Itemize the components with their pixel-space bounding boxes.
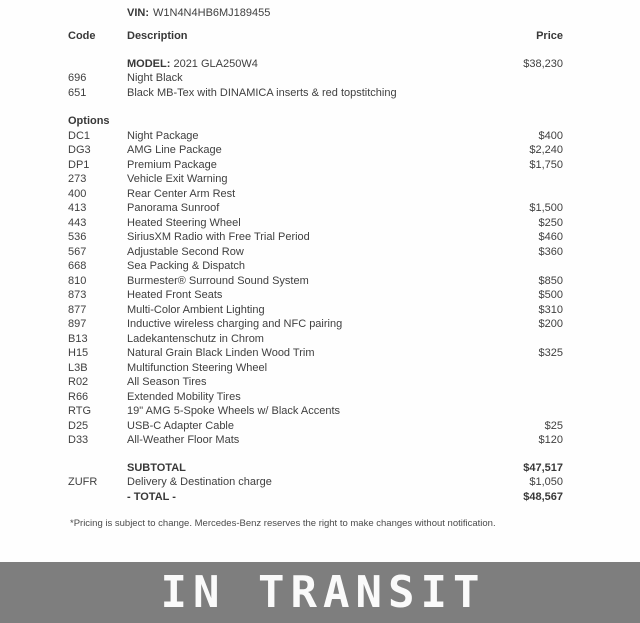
table-row — [0, 71, 640, 86]
row-price: $250 — [538, 216, 563, 229]
row-description: Extended Mobility Tires — [127, 390, 241, 403]
base-rows-section — [0, 71, 640, 100]
row-price: $200 — [538, 318, 563, 330]
model-row-description — [127, 57, 523, 72]
vin-value: W1N4N4HB6MJ189455 — [153, 7, 271, 19]
table-header-row — [0, 29, 640, 44]
in-transit-banner — [0, 562, 640, 623]
table-row — [0, 172, 640, 187]
summary-section — [0, 461, 640, 505]
table-row — [0, 129, 640, 144]
table-row — [0, 86, 640, 101]
row-description: Black MB-Tex with DINAMICA inserts & red topstitching — [127, 86, 397, 99]
table-row — [0, 201, 640, 216]
row-description: AMG Line Package — [127, 144, 222, 156]
row-code: 400 — [68, 187, 87, 200]
model-row-price: $38,230 — [523, 57, 563, 70]
header-price: Price — [536, 30, 563, 42]
table-row — [0, 259, 640, 274]
options-section — [0, 129, 640, 448]
row-code — [68, 461, 127, 476]
row-code: 668 — [68, 260, 87, 272]
table-row — [0, 274, 640, 289]
row-description: SiriusXM Radio with Free Trial Period — [127, 231, 310, 243]
row-description: Heated Front Seats — [127, 289, 223, 301]
row-code: D33 — [68, 434, 89, 446]
table-row — [0, 332, 640, 347]
row-description: Vehicle Exit Warning — [127, 173, 228, 185]
row-code: 873 — [68, 289, 87, 301]
row-price: $48,567 — [523, 490, 563, 503]
row-code: 273 — [68, 173, 87, 185]
disclaimer-text: *Pricing is subject to change. Mercedes-Benz reserves the right to make changes without notification. — [70, 518, 496, 529]
row-code: 536 — [68, 231, 87, 243]
row-price: $850 — [538, 274, 563, 287]
table-row — [0, 390, 640, 405]
row-description: USB-C Adapter Cable — [127, 419, 234, 432]
row-description: Ladekantenschutz in Chrom — [127, 332, 264, 345]
header-description: Description — [127, 30, 188, 42]
row-description: Burmester® Surround Sound System — [127, 274, 309, 287]
row-price: $460 — [538, 231, 563, 243]
row-code: B13 — [68, 332, 88, 345]
table-row — [0, 230, 640, 245]
table-row — [0, 317, 640, 332]
row-price: $500 — [538, 289, 563, 301]
options-section-label — [0, 114, 640, 129]
vin-label: VIN: — [127, 7, 149, 19]
row-price: $25 — [544, 419, 563, 432]
row-code: D25 — [68, 419, 89, 432]
table-row — [0, 245, 640, 260]
row-code: 877 — [68, 303, 87, 316]
row-code: DP1 — [68, 158, 90, 171]
row-code — [68, 490, 127, 505]
row-price: $325 — [538, 347, 563, 359]
row-code: ZUFR — [68, 476, 98, 488]
row-description: Sea Packing & Dispatch — [127, 260, 246, 272]
row-price: $1,750 — [529, 158, 563, 171]
model-value: 2021 GLA250W4 — [173, 57, 258, 70]
row-code: R66 — [68, 390, 89, 403]
table-row — [0, 361, 640, 376]
row-price: $360 — [538, 245, 563, 258]
row-code: 413 — [68, 202, 87, 214]
vin-row — [0, 0, 640, 20]
options-label: Options — [68, 115, 110, 127]
model-row — [0, 57, 640, 72]
table-row — [0, 490, 640, 505]
table-row — [0, 143, 640, 158]
row-description: SUBTOTAL — [127, 461, 186, 474]
row-description: Multifunction Steering Wheel — [127, 361, 268, 374]
row-code: 651 — [68, 86, 87, 99]
row-price: $1,500 — [529, 202, 563, 214]
row-code: H15 — [68, 347, 89, 359]
table-row — [0, 303, 640, 318]
row-description: Adjustable Second Row — [127, 245, 244, 258]
table-row — [0, 346, 640, 361]
row-description: All-Weather Floor Mats — [127, 434, 240, 446]
banner-label: IN TRANSIT — [160, 566, 486, 618]
row-description: Night Black — [127, 72, 183, 84]
model-row-code — [68, 57, 127, 72]
header-code: Code — [68, 30, 96, 42]
table-row — [0, 158, 640, 173]
row-code: 810 — [68, 274, 87, 287]
table-row — [0, 461, 640, 476]
row-code: 696 — [68, 72, 87, 84]
row-price: $1,050 — [529, 476, 563, 488]
table-row — [0, 419, 640, 434]
row-description: - TOTAL - — [127, 490, 176, 503]
row-description: Rear Center Arm Rest — [127, 187, 236, 200]
row-code: R02 — [68, 376, 89, 388]
row-description: Premium Package — [127, 158, 217, 171]
row-code: 443 — [68, 216, 87, 229]
row-description: 19" AMG 5-Spoke Wheels w/ Black Accents — [127, 405, 340, 417]
table-row — [0, 475, 640, 490]
model-label: MODEL: — [127, 57, 171, 70]
row-description: Natural Grain Black Linden Wood Trim — [127, 347, 315, 359]
table-row — [0, 187, 640, 202]
row-description: Multi-Color Ambient Lighting — [127, 303, 265, 316]
row-description: All Season Tires — [127, 376, 207, 388]
row-description: Heated Steering Wheel — [127, 216, 241, 229]
row-code: DC1 — [68, 129, 91, 142]
table-row — [0, 433, 640, 448]
table-row — [0, 216, 640, 231]
row-code: DG3 — [68, 144, 91, 156]
row-price: $400 — [538, 129, 563, 142]
row-description: Delivery & Destination charge — [127, 476, 272, 488]
table-row — [0, 404, 640, 419]
table-row — [0, 375, 640, 390]
row-code: 897 — [68, 318, 87, 330]
row-description: Panorama Sunroof — [127, 202, 220, 214]
row-price: $310 — [538, 303, 563, 316]
row-code: RTG — [68, 405, 92, 417]
row-price: $2,240 — [529, 144, 563, 156]
row-code: L3B — [68, 361, 88, 374]
row-price: $120 — [538, 434, 563, 446]
row-description: Night Package — [127, 129, 199, 142]
row-price: $47,517 — [523, 461, 563, 474]
row-code: 567 — [68, 245, 87, 258]
table-row — [0, 288, 640, 303]
row-description: Inductive wireless charging and NFC pairing — [127, 318, 343, 330]
